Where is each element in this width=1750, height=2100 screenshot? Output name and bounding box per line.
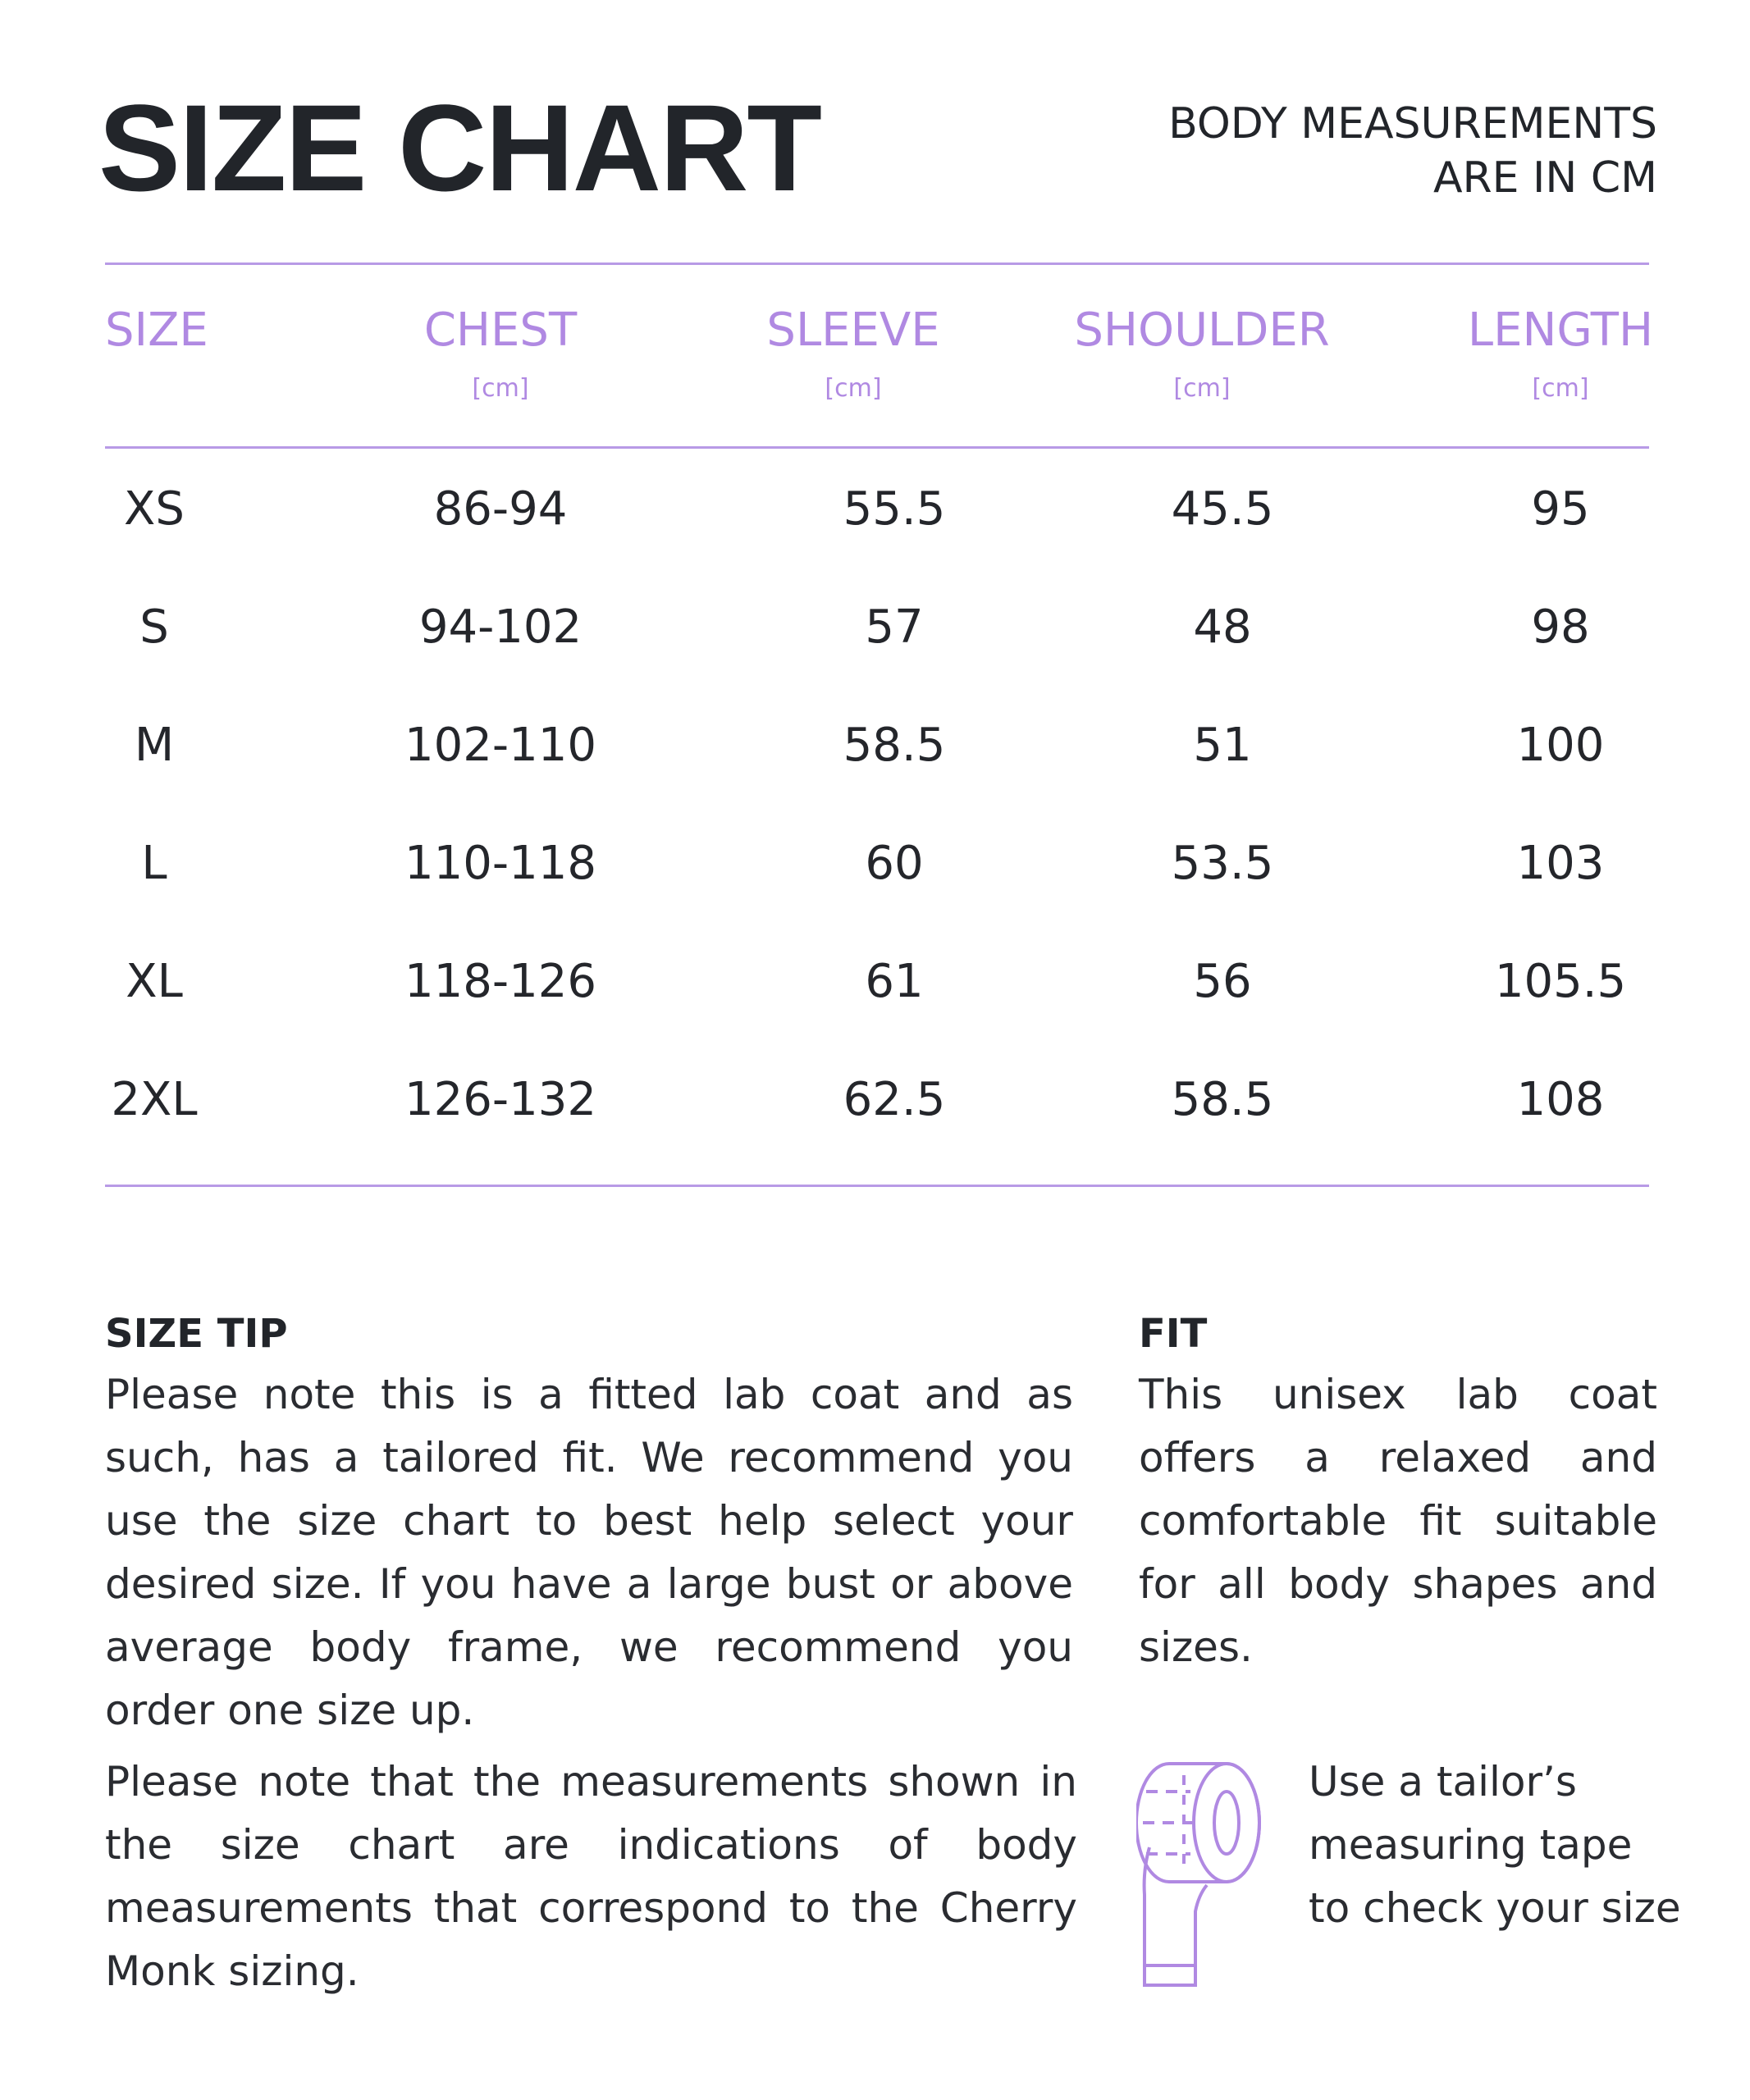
- table-cell-length: 103: [1516, 837, 1605, 890]
- table-cell-size: 2XL: [111, 1073, 198, 1126]
- size-tip-text: Please note this is a fitted lab coat and as such, has a tailored fit. We recommend you use the size chart to best help select your desired size. If you have a large bust or above average body frame, we recommend you order one size up.: [105, 1371, 1073, 1734]
- table-cell-length: 108: [1516, 1073, 1605, 1126]
- column-unit-chest: [cm]: [472, 374, 529, 403]
- table-cell-sleeve: 58.5: [843, 719, 946, 772]
- page-title: SIZE CHART: [98, 79, 820, 217]
- table-cell-sleeve: 62.5: [843, 1073, 946, 1126]
- measuring-tape-icon: [1136, 1755, 1268, 1993]
- table-cell-shoulder: 45.5: [1171, 482, 1274, 536]
- table-cell-shoulder: 56: [1193, 955, 1252, 1008]
- fit-title: FIT: [1139, 1311, 1208, 1357]
- table-cell-sleeve: 57: [865, 600, 924, 654]
- column-unit-length: [cm]: [1532, 374, 1589, 403]
- table-cell-size: M: [134, 719, 175, 772]
- column-header-length: LENGTH: [1467, 304, 1654, 357]
- table-cell-size: XS: [124, 482, 185, 536]
- measurement-note: Please note that the measurements shown in the size chart are indications of body measurements that correspond to the Cherry Monk sizing.: [105, 1758, 1077, 1995]
- table-cell-size: L: [141, 837, 167, 890]
- table-cell-length: 95: [1531, 482, 1590, 536]
- fit-text: This unisex lab coat offers a relaxed and comfortable fit suitable for all body shapes and sizes.: [1139, 1371, 1657, 1671]
- column-header-sleeve: SLEEVE: [766, 304, 940, 357]
- table-cell-chest: 86-94: [433, 482, 568, 536]
- size-tip-title: SIZE TIP: [105, 1311, 288, 1357]
- table-cell-chest: 126-132: [404, 1073, 596, 1126]
- table-top-rule: [105, 262, 1649, 265]
- table-cell-sleeve: 60: [865, 837, 924, 890]
- tape-tip-line3: to check your size: [1309, 1884, 1681, 1932]
- table-header-rule: [105, 446, 1649, 449]
- table-cell-sleeve: 55.5: [843, 482, 946, 536]
- table-cell-chest: 102-110: [404, 719, 596, 772]
- column-header-size: SIZE: [105, 304, 208, 357]
- table-cell-shoulder: 53.5: [1171, 837, 1274, 890]
- units-note: [1168, 97, 1657, 205]
- table-cell-chest: 118-126: [404, 955, 596, 1008]
- table-cell-shoulder: 48: [1193, 600, 1252, 654]
- tape-tip-line2: measuring tape: [1309, 1821, 1633, 1869]
- column-unit-shoulder: [cm]: [1173, 374, 1231, 403]
- column-unit-sleeve: [cm]: [825, 374, 882, 403]
- tape-tip: [1309, 1751, 1681, 1940]
- table-cell-length: 100: [1516, 719, 1605, 772]
- table-cell-sleeve: 61: [865, 955, 924, 1008]
- units-note-line2: ARE IN CM: [1432, 153, 1657, 203]
- units-note-line1: BODY MEASUREMENTS: [1168, 99, 1657, 148]
- column-header-shoulder: SHOULDER: [1074, 304, 1330, 357]
- table-bottom-rule: [105, 1185, 1649, 1187]
- table-cell-size: XL: [126, 955, 183, 1008]
- table-cell-chest: 94-102: [418, 600, 583, 654]
- table-cell-chest: 110-118: [404, 837, 596, 890]
- table-cell-size: S: [139, 600, 169, 654]
- table-cell-shoulder: 58.5: [1171, 1073, 1274, 1126]
- table-cell-shoulder: 51: [1193, 719, 1252, 772]
- column-header-chest: CHEST: [423, 304, 578, 357]
- tape-tip-line1: Use a tailor’s: [1309, 1758, 1577, 1806]
- table-cell-length: 98: [1531, 600, 1590, 654]
- table-cell-length: 105.5: [1494, 955, 1627, 1008]
